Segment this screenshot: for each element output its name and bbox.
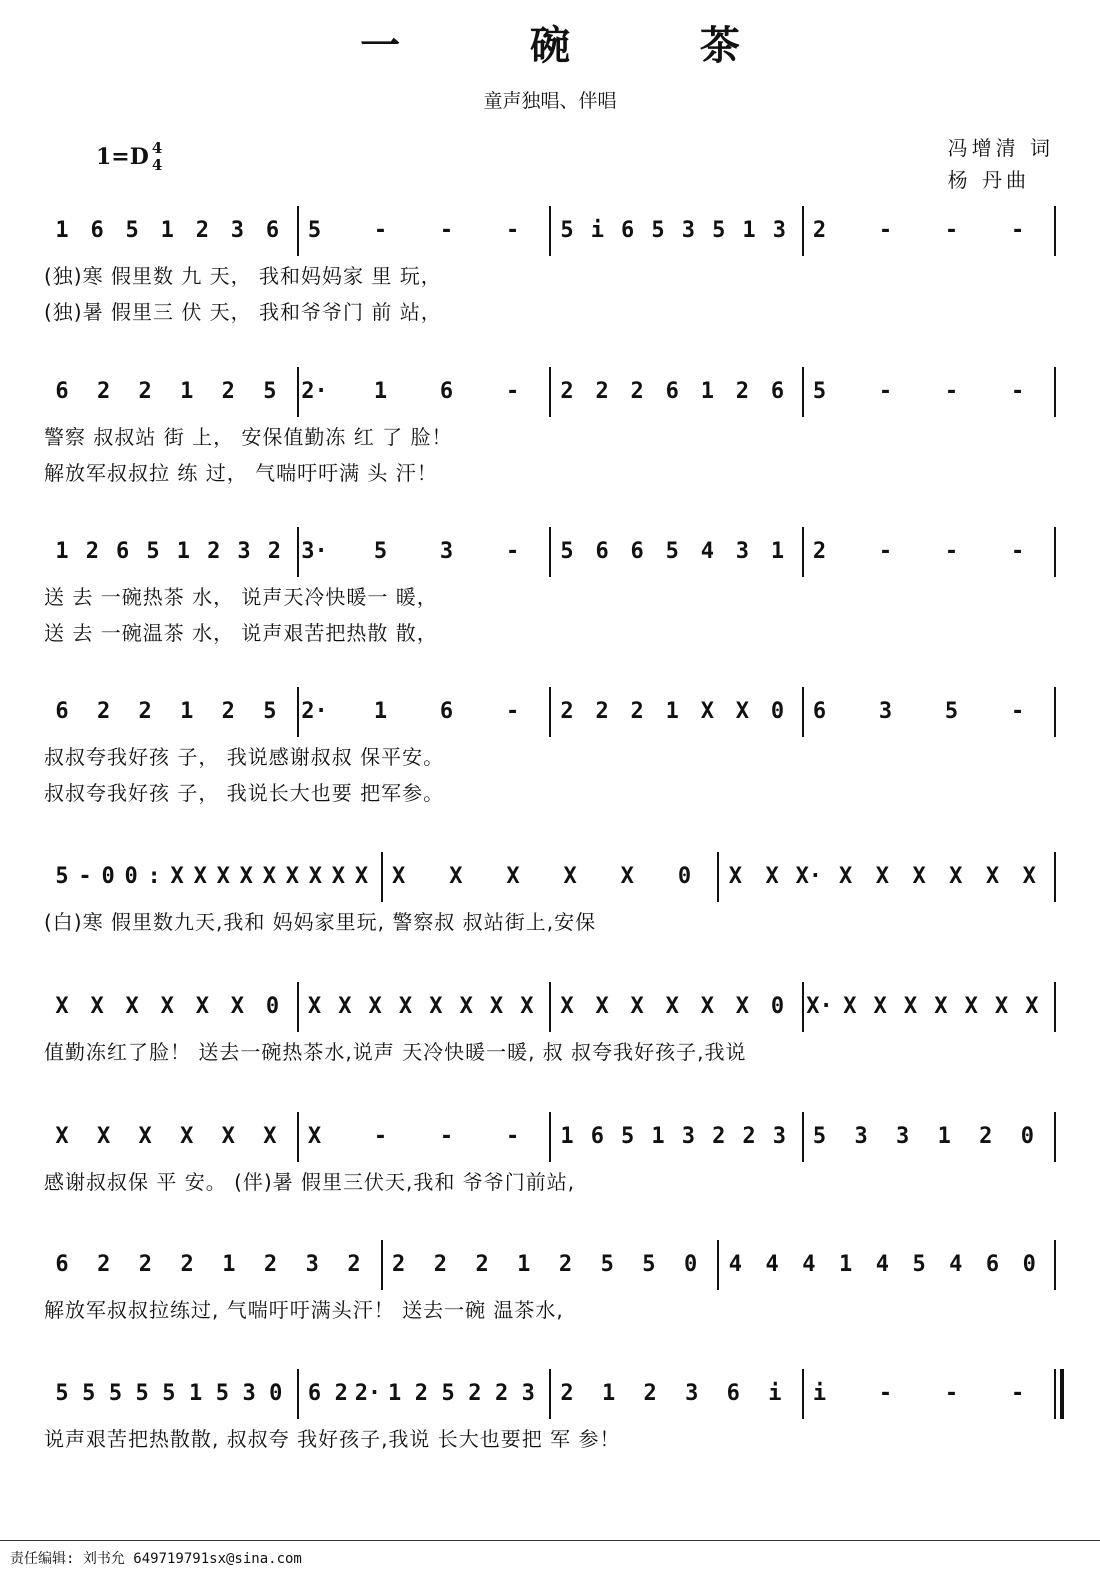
note: 2: [267, 539, 281, 564]
note: 2: [560, 379, 574, 404]
note: 2: [263, 1252, 278, 1277]
bar-line: [549, 1112, 551, 1162]
note: X: [985, 864, 1000, 889]
note: i: [590, 218, 604, 243]
subtitle: 童声独唱、伴唱: [483, 90, 617, 112]
note: X: [193, 864, 207, 889]
note: i: [812, 1381, 827, 1406]
note: -: [373, 218, 388, 243]
note: X: [96, 1124, 111, 1149]
note: X: [1025, 994, 1039, 1019]
note: 5: [125, 218, 139, 243]
note: X: [728, 864, 742, 889]
note: 1: [742, 218, 756, 243]
note: 6: [90, 218, 104, 243]
lyric-line: 解放军叔叔拉练过, 气喘吁吁满头汗！ 送去一碗 温茶水,: [44, 1298, 564, 1322]
note: 5: [146, 539, 160, 564]
note: 2: [560, 699, 574, 724]
note: X: [262, 864, 276, 889]
note: X: [595, 994, 609, 1019]
note: 3: [237, 539, 251, 564]
note: 2·: [301, 699, 328, 724]
bar-line: [1054, 982, 1056, 1032]
note: 5: [373, 539, 388, 564]
note: X: [195, 994, 209, 1019]
note: 2: [96, 699, 111, 724]
note: -: [944, 379, 959, 404]
note: 2: [138, 699, 152, 724]
note: -: [439, 218, 454, 243]
lyric-line: (独)暑 假里三 伏 天， 我和爷爷门 前 站，: [44, 300, 442, 324]
note: 5: [912, 1252, 926, 1277]
bar-line: [717, 1240, 719, 1290]
lyric-line: 说声艰苦把热散散, 叔叔夸 我好孩子,我说 长大也要把 军 参！: [44, 1427, 621, 1451]
note: 6: [116, 539, 130, 564]
note: 1: [665, 699, 679, 724]
note: 2: [494, 1381, 509, 1406]
footer-divider: [0, 1540, 1100, 1541]
note: X: [331, 864, 346, 889]
note: 3: [896, 1124, 910, 1149]
note: 5: [665, 539, 679, 564]
note: 2: [979, 1124, 993, 1149]
note: 6: [985, 1252, 1000, 1277]
note: 5: [642, 1252, 656, 1277]
note: 6: [55, 699, 69, 724]
note: 2: [595, 699, 609, 724]
note: 5: [108, 1381, 123, 1406]
note: 6: [770, 379, 785, 404]
note: -: [1010, 379, 1025, 404]
note: X: [307, 1124, 322, 1149]
note: 5: [82, 1381, 96, 1406]
note: X: [138, 1124, 152, 1149]
note: X: [125, 994, 139, 1019]
note: X: [354, 864, 369, 889]
note: X: [843, 994, 857, 1019]
note: X: [221, 1124, 235, 1149]
note: 0: [770, 699, 785, 724]
note: X: [903, 994, 918, 1019]
note: X: [216, 864, 230, 889]
note: -: [878, 1381, 893, 1406]
time-signature: [152, 140, 162, 174]
bar-line: [297, 1369, 299, 1419]
note: -: [505, 1124, 520, 1149]
note: X: [449, 864, 463, 889]
bar-line: [1054, 206, 1056, 256]
note: 3: [230, 218, 245, 243]
note: :: [147, 864, 161, 889]
note: 2: [475, 1252, 489, 1277]
note: 3: [681, 1124, 695, 1149]
note: 6: [439, 379, 454, 404]
composer: 杨 丹曲: [947, 168, 1030, 192]
note: X: [239, 864, 253, 889]
lyric-line: 感谢叔叔保 平 安。 (伴)暑 假里三伏天,我和 爷爷门前站,: [44, 1170, 576, 1194]
note: 6: [621, 218, 635, 243]
note: X: [308, 864, 322, 889]
note: 1: [55, 539, 69, 564]
credits: [948, 132, 1054, 196]
note: 1: [189, 1381, 203, 1406]
note: 2·: [354, 1381, 382, 1406]
note: 2: [180, 1252, 194, 1277]
note: X: [398, 994, 413, 1019]
bar-line: [802, 1112, 804, 1162]
note: 6: [595, 539, 609, 564]
note: 2: [221, 379, 235, 404]
note: 0: [124, 864, 138, 889]
note: 2: [138, 379, 152, 404]
note: 2: [560, 1381, 574, 1406]
lyric-line: 送 去 一碗热茶 水， 说声天冷快暖一 暖，: [44, 585, 438, 609]
bar-line: [802, 1369, 804, 1419]
note: X: [55, 1124, 69, 1149]
lyric-line: (独)寒 假里数 九 天， 我和妈妈家 里 玩，: [44, 264, 442, 288]
note: -: [878, 218, 893, 243]
note: 0: [684, 1252, 698, 1277]
note: 5: [162, 1381, 176, 1406]
note: -: [505, 539, 520, 564]
note: 0: [1022, 1252, 1036, 1277]
note: 2: [595, 379, 609, 404]
note: 5: [441, 1381, 455, 1406]
time-bottom: 4: [151, 156, 163, 174]
note: 2: [742, 1124, 756, 1149]
lyric-line: 叔叔夸我好孩 子， 我说长大也要 把军参。: [44, 781, 445, 805]
note: 2: [558, 1252, 573, 1277]
bar-line: [549, 527, 551, 577]
footer: 责任编辑: 刘书允 649719791sx@sina.com: [10, 1551, 302, 1567]
note: X: [506, 864, 520, 889]
note: 5: [263, 699, 277, 724]
note: 5: [135, 1381, 149, 1406]
note: -: [1010, 218, 1025, 243]
note: X: [55, 994, 69, 1019]
lyric-line: 解放军叔叔拉 练 过， 气喘吁吁满 头 汗！: [44, 461, 438, 485]
note: 1: [517, 1252, 531, 1277]
note: 3: [772, 218, 786, 243]
bar-line: [802, 206, 804, 256]
note: 0: [677, 864, 692, 889]
note: 2: [630, 699, 644, 724]
note: 4: [875, 1252, 889, 1277]
note: X: [489, 994, 504, 1019]
note: 3: [685, 1381, 699, 1406]
note: 5: [621, 1124, 635, 1149]
note: X: [765, 864, 779, 889]
note: 3: [521, 1381, 535, 1406]
note: X: [700, 699, 714, 724]
note: 2: [712, 1124, 726, 1149]
bar-line: [549, 367, 551, 417]
note: 1: [180, 699, 194, 724]
note: 1: [651, 1124, 665, 1149]
note: 2: [392, 1252, 406, 1277]
note: -: [1010, 539, 1025, 564]
note: -: [944, 218, 959, 243]
note: X: [700, 994, 714, 1019]
note: 5: [560, 539, 574, 564]
note: X: [180, 1124, 194, 1149]
note: X: [875, 864, 889, 889]
note: 1: [388, 1381, 402, 1406]
note: 1: [176, 539, 190, 564]
note: 5: [55, 864, 69, 889]
note: 6: [812, 699, 827, 724]
note: 4: [728, 1252, 742, 1277]
note: 1: [373, 379, 388, 404]
lyric-line: 警察 叔叔站 街 上， 安保值勤冻 红 了 脸！: [44, 425, 453, 449]
note: X: [459, 994, 473, 1019]
note: 6: [590, 1124, 604, 1149]
note: 6: [55, 1252, 69, 1277]
bar-line: [717, 852, 719, 902]
note: 5: [263, 379, 277, 404]
note: 2: [414, 1381, 429, 1406]
bar-line: [297, 1112, 299, 1162]
note: X: [994, 994, 1009, 1019]
note: -: [1010, 1381, 1025, 1406]
note: X·: [806, 994, 833, 1019]
note: 2·: [301, 379, 328, 404]
bar-line: [297, 206, 299, 256]
note: X: [90, 994, 104, 1019]
note: -: [78, 864, 92, 889]
key-signature: [96, 140, 162, 174]
note: X: [230, 994, 245, 1019]
note: 2: [735, 379, 750, 404]
lyric-line: 送 去 一碗温茶 水， 说声艰苦把热散 散，: [44, 621, 438, 645]
bar-line: [802, 982, 804, 1032]
note: 2: [96, 379, 111, 404]
note: X: [630, 994, 644, 1019]
note: 2: [468, 1381, 482, 1406]
note: 3: [242, 1381, 256, 1406]
note: X: [949, 864, 963, 889]
note: X·: [795, 864, 823, 889]
note: 3: [439, 539, 454, 564]
note: 6: [439, 699, 454, 724]
note: 5: [307, 218, 322, 243]
note: 3: [772, 1124, 786, 1149]
note: 2: [347, 1252, 361, 1277]
note: X: [838, 864, 853, 889]
note: X: [263, 1124, 277, 1149]
bar-line: [549, 687, 551, 737]
bar-line: [297, 527, 299, 577]
note: -: [878, 539, 893, 564]
note: 3: [681, 218, 695, 243]
bar-line: [802, 687, 804, 737]
note: 1: [373, 699, 388, 724]
note: X: [368, 994, 382, 1019]
note: 2: [812, 539, 827, 564]
note: X: [665, 994, 679, 1019]
note: 5: [600, 1252, 614, 1277]
note: X: [560, 994, 574, 1019]
note: 3: [735, 539, 750, 564]
note: 2: [195, 218, 209, 243]
lyric-line: 叔叔夸我好孩 子， 我说感谢叔叔 保平安。: [44, 745, 445, 769]
note: 2: [138, 1252, 153, 1277]
note: 2: [334, 1381, 348, 1406]
bar-line: [297, 367, 299, 417]
lyric-line: 值勤冻红了脸！ 送去一碗热茶水,说声 天冷快暖一暖, 叔 叔夸我好孩子,我说: [44, 1040, 747, 1064]
note: X: [429, 994, 443, 1019]
note: 5: [215, 1381, 229, 1406]
note: 0: [770, 994, 785, 1019]
bar-line: [381, 1240, 383, 1290]
note: 4: [802, 1252, 816, 1277]
note: 6: [726, 1381, 740, 1406]
note: 0: [269, 1381, 283, 1406]
note: X: [160, 994, 174, 1019]
note: 2: [85, 539, 99, 564]
note: 1: [700, 379, 714, 404]
note: X: [285, 864, 299, 889]
bar-line: [549, 1369, 551, 1419]
bar-line: [1054, 527, 1056, 577]
bar-line: [1054, 687, 1056, 737]
note: X: [912, 864, 926, 889]
note: -: [439, 1124, 454, 1149]
note: 4: [949, 1252, 963, 1277]
note: 6: [665, 379, 679, 404]
bar-line: [802, 367, 804, 417]
bar-line: [1054, 1369, 1056, 1419]
note: 1: [180, 379, 194, 404]
note: X: [392, 864, 406, 889]
note: 2: [812, 218, 827, 243]
note: -: [373, 1124, 388, 1149]
note: X: [170, 864, 184, 889]
note: 1: [55, 218, 69, 243]
note: X: [964, 994, 978, 1019]
note: -: [944, 539, 959, 564]
note: 1: [937, 1124, 951, 1149]
note: -: [944, 1381, 959, 1406]
page-title: 一 碗 茶: [360, 22, 798, 69]
note: 2: [630, 379, 644, 404]
note: X: [934, 994, 948, 1019]
bar-line: [549, 982, 551, 1032]
note: X: [563, 864, 577, 889]
note: 5: [651, 218, 665, 243]
final-bar-line: [1060, 1369, 1064, 1419]
note: 2: [643, 1381, 657, 1406]
note: i: [768, 1381, 782, 1406]
note: -: [505, 218, 520, 243]
bar-line: [549, 206, 551, 256]
note: X: [873, 994, 887, 1019]
note: 3: [305, 1252, 319, 1277]
bar-line: [1054, 367, 1056, 417]
lyricist: 冯增清 词: [947, 136, 1054, 160]
note: 5: [712, 218, 726, 243]
note: X: [520, 994, 534, 1019]
note: 6: [307, 1381, 322, 1406]
bar-line: [381, 852, 383, 902]
note: 5: [55, 1381, 69, 1406]
bar-line: [802, 527, 804, 577]
bar-line: [297, 982, 299, 1032]
time-top: 4: [151, 139, 163, 157]
bar-line: [297, 687, 299, 737]
note: X: [735, 994, 750, 1019]
note: X: [1022, 864, 1036, 889]
note: 0: [1020, 1124, 1034, 1149]
note: 4: [700, 539, 714, 564]
note: 4: [765, 1252, 779, 1277]
note: 1: [160, 218, 174, 243]
note: 0: [265, 994, 280, 1019]
note: 2: [97, 1252, 111, 1277]
note: 2: [207, 539, 221, 564]
key-main: 1=D: [96, 144, 149, 170]
note: 2: [433, 1252, 447, 1277]
note: 0: [101, 864, 115, 889]
note: 5: [812, 1124, 827, 1149]
lyric-line: (白)寒 假里数九天,我和 妈妈家里玩, 警察叔 叔站街上,安保: [44, 910, 597, 934]
note: 1: [560, 1124, 574, 1149]
note: 1: [770, 539, 785, 564]
note: 5: [560, 218, 574, 243]
note: X: [338, 994, 352, 1019]
note: 2: [221, 699, 235, 724]
note: -: [505, 699, 520, 724]
bar-line: [1054, 1112, 1056, 1162]
note: 6: [265, 218, 280, 243]
note: X: [307, 994, 322, 1019]
note: 1: [601, 1381, 616, 1406]
note: 1: [222, 1252, 236, 1277]
note: 3·: [301, 539, 328, 564]
bar-line: [1054, 1240, 1056, 1290]
note: X: [620, 864, 634, 889]
note: 5: [812, 379, 827, 404]
note: -: [878, 379, 893, 404]
bar-line: [1054, 852, 1056, 902]
note: X: [735, 699, 750, 724]
note: 6: [55, 379, 69, 404]
note: -: [1010, 699, 1025, 724]
note: 1: [838, 1252, 853, 1277]
note: 5: [944, 699, 959, 724]
note: 3: [854, 1124, 868, 1149]
note: -: [505, 379, 520, 404]
note: 3: [878, 699, 893, 724]
note: 6: [630, 539, 644, 564]
